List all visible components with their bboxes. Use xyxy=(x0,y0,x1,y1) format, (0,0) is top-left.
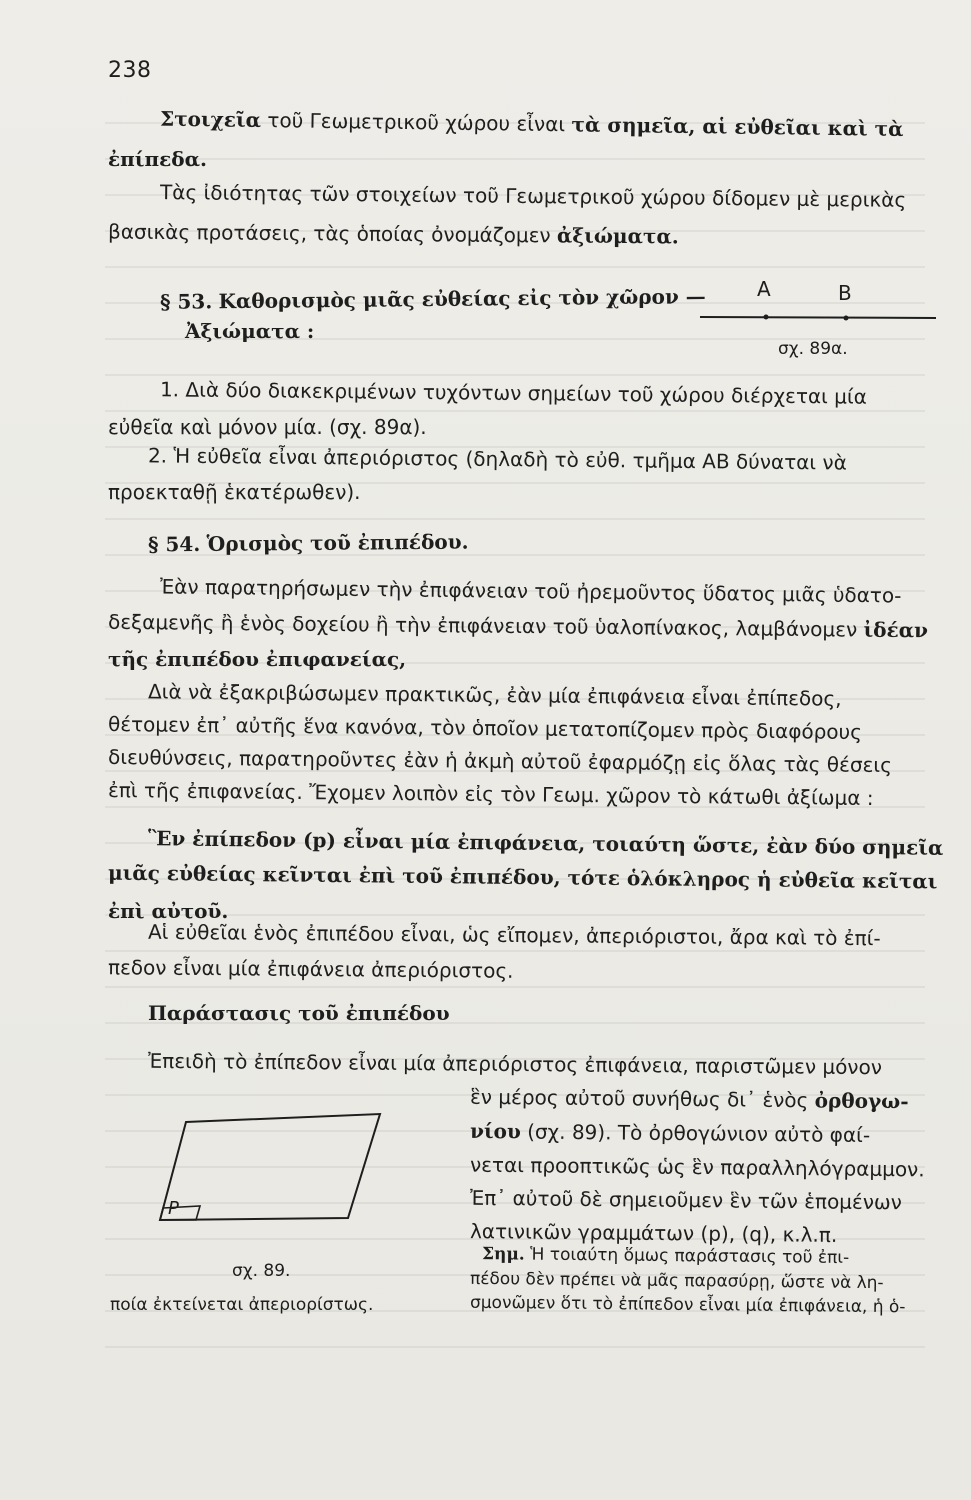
representation-line-5: Ἐπ᾽ αὐτοῦ δὲ σημειοῦμεν ἓν τῶν ἑπομένων xyxy=(469,1185,903,1215)
note-line-2: πέδου δὲν πρέπει νὰ μᾶς παρασύρῃ, ὥστε νὰ λη- xyxy=(469,1268,884,1294)
intro-line-2: ἐπίπεδα. xyxy=(108,147,207,171)
intro-text: τοῦ Γεωμετρικοῦ χώρου εἶναι xyxy=(267,108,566,137)
section-54-p3-line-1: Αἱ εὐθεῖαι ἑνὸς ἐπιπέδου εἶναι, ὡς εἴπομεν, ἀπεριόριστοι, ἄρα καὶ τὸ ἐπί- xyxy=(147,919,881,951)
representation-line-4: νεται προοπτικῶς ὡς ἓν παραλληλόγραμμον. xyxy=(469,1152,925,1182)
note-line-1: Σημ. Ἡ τοιαύτη ὅμως παράστασις τοῦ ἐπι- xyxy=(481,1244,850,1268)
axiom-1-line-1: 1. Διὰ δύο διακεκριμένων τυχόντων σημείων τοῦ χώρου διέρχεται μία xyxy=(159,377,868,409)
figure-89-caption: σχ. 89. xyxy=(232,1261,291,1281)
term-idea: ἰδέαν xyxy=(863,617,929,643)
representation-line-1: Ἐπειδὴ τὸ ἐπίπεδον εἶναι μία ἀπεριόριστος ἐπιφάνεια, παριστῶμεν μόνον xyxy=(147,1048,883,1080)
plane-axiom-line-1: Ἓν ἐπίπεδον (p) εἶναι μία ἐπιφάνεια, τοιαύτη ὥστε, ἐὰν δύο σημεῖα xyxy=(147,826,944,860)
point-b-label: B xyxy=(838,281,852,305)
section-54-p2-line-1: Διὰ νὰ ἐξακριβώσωμεν πρακτικῶς, ἐὰν μία ἐπιφάνεια εἶναι ἐπίπεδος, xyxy=(147,679,842,711)
section-54-p3-line-2: πεδον εἶναι μία ἐπιφάνεια ἀπεριόριστος. xyxy=(107,955,514,983)
note-label: Σημ. xyxy=(481,1244,525,1265)
point-a-dot xyxy=(764,315,769,320)
section-54-number: § 54. xyxy=(147,531,201,557)
line-ab xyxy=(700,317,936,318)
plane-axiom-line-3: ἐπὶ αὐτοῦ. xyxy=(108,899,229,923)
note-line-3: σμονῶμεν ὅτι τὸ ἐπίπεδον εἶναι μία ἐπιφάνεια, ἡ ὁ- xyxy=(469,1292,906,1318)
section-54-title: Ὁρισμὸς τοῦ ἐπιπέδου. xyxy=(206,529,469,556)
term-rectangle: ὀρθογω- xyxy=(814,1088,909,1114)
axiom-2-line-2: προεκταθῇ ἑκατέρωθεν). xyxy=(108,480,361,504)
section-54-p2-line-2: θέτομεν ἐπ᾽ αὐτῆς ἕνα κανόνα, τὸν ὁποῖον μετατοπίζομεν πρὸς διαφόρους xyxy=(107,712,863,744)
representation-line-2: ἓν μέρος αὐτοῦ συνήθως δι᾽ ἑνὸς ὀρθογω- xyxy=(469,1084,909,1114)
axiom-2-line-1: 2. Ἡ εὐθεῖα εἶναι ἀπεριόριστος (δηλαδὴ τὸ εὐθ. τμῆμα ΑΒ δύναται νὰ xyxy=(147,443,847,475)
term-axioms: ἀξιώματα. xyxy=(556,223,679,249)
intro-line-3: Τὰς ἰδιότητας τῶν στοιχείων τοῦ Γεωμετρικοῦ χώρου δίδομεν μὲ μερικὰς xyxy=(159,180,907,212)
plane-label: P xyxy=(168,1198,179,1219)
intro-elements-list: τὰ σημεῖα, αἱ εὐθεῖαι καὶ τὰ xyxy=(571,112,904,141)
intro-line-1 xyxy=(160,108,936,142)
section-53-title: Καθορισμὸς μιᾶς εὐθείας εἰς τὸν χῶρον — xyxy=(218,284,706,314)
figure-89-plane xyxy=(160,1092,400,1232)
representation-title: Παράστασις τοῦ ἐπιπέδου xyxy=(148,1001,450,1025)
section-53-subtitle: Ἀξιώματα : xyxy=(185,319,315,343)
section-54-p2-line-4: ἐπὶ τῆς ἐπιφανείας. Ἔχομεν λοιπὸν εἰς τὸν Γεωμ. χῶρον τὸ κάτωθι ἀξίωμα : xyxy=(107,777,874,811)
note-line-4: ποία ἐκτείνεται ἀπεριορίστως. xyxy=(110,1295,374,1315)
figure-89a-line xyxy=(700,290,940,330)
section-53-heading xyxy=(160,285,706,314)
point-a-label: A xyxy=(757,277,771,301)
section-54-p1-line-3: τῆς ἐπιπέδου ἐπιφανείας, xyxy=(108,647,407,671)
plane-axiom-line-2: μιᾶς εὐθείας κεῖνται ἐπὶ τοῦ ἐπιπέδου, τότε ὁλόκληρος ἡ εὐθεῖα κεῖται xyxy=(107,860,938,894)
section-54-heading xyxy=(148,531,469,557)
page-number: 238 xyxy=(108,58,152,83)
section-54-p1-line-2: δεξαμενῆς ἢ ἑνὸς δοχείου ἢ τὴν ἐπιφάνειαν τοῦ ὑαλοπίνακος, λαμβάνομεν ἰδέαν xyxy=(107,609,929,643)
section-54-p1-line-1: Ἐὰν παρατηρήσωμεν τὴν ἐπιφάνειαν τοῦ ἠρεμοῦντος ὕδατος μιᾶς ὑδατο- xyxy=(159,574,902,608)
representation-line-3: νίου (σχ. 89). Τὸ ὀρθογώνιον αὐτὸ φαί- xyxy=(469,1118,871,1148)
point-b-dot xyxy=(844,316,849,321)
intro-term-elements: Στοιχεῖα xyxy=(159,106,262,132)
figure-89a-caption: σχ. 89α. xyxy=(778,339,848,359)
section-53-number: § 53. xyxy=(159,289,213,314)
intro-line-4: βασικὰς προτάσεις, τὰς ὁποίας ὀνομάζομεν ἀξιώματα. xyxy=(107,219,679,249)
section-54-p2-line-3: διευθύνσεις, παρατηροῦντες ἐὰν ἡ ἀκμὴ αὐτοῦ ἐφαρμόζῃ εἰς ὅλας τὰς θέσεις xyxy=(107,744,893,778)
plane-parallelogram xyxy=(160,1114,380,1220)
representation-line-6: λατινικῶν γραμμάτων (p), (q), κ.λ.π. xyxy=(469,1219,838,1247)
axiom-1-line-2: εὐθεῖα καὶ μόνον μία. (σχ. 89α). xyxy=(108,415,427,439)
plane-label-box xyxy=(160,1206,200,1220)
